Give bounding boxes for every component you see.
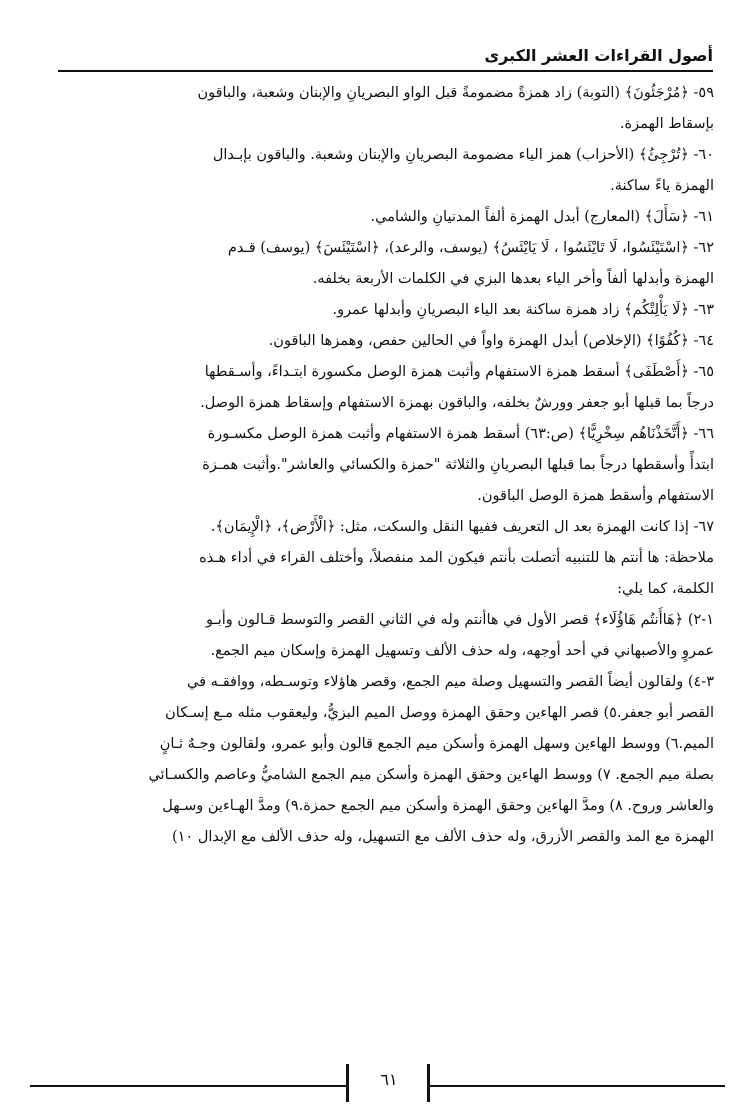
text-line: عمروٍ والأصبهاني في أحد أوجهه، وله حذف الألف وتسهيل الهمزة وإسكان ميم الجمع. [210, 643, 714, 659]
page-footer [0, 1062, 755, 1112]
footer-rule-left [30, 1085, 346, 1087]
text-line: القصر أبو جعفر.٥) قصر الهاءين وحقق الهمزة ووصل الميم البزيُّ، وليعقوب مثله مـع إسـكان [165, 705, 714, 721]
text-line: الهمزة ياءً ساكنة. [610, 178, 714, 194]
text-line: ٥٩- ﴿مُرْجَئُونَ﴾ (التوبة) زاد همزةً مضمومةً قبل الواو البصريانِ والإبنان وشعبة، والباقون [197, 85, 714, 101]
footer-rule-right [430, 1085, 725, 1087]
text-line: ابتدأً وأسقطها درجاً بما قبلها البصريانِ والثلاثة "حمزة والكسائي والعاشر".وأثبت همـزة [202, 457, 714, 473]
text-line: بصلة ميم الجمع. ٧) ووسط الهاءين وحقق الهمزة وأسكن ميم الجمع الشاميُّ وعاصم والكسـائي [148, 767, 714, 783]
text-line: ٦١- ﴿سَأَلَ﴾ (المعارج) أبدل الهمزة ألفاً المدنيانِ والشامي. [370, 209, 714, 225]
text-line: الاستفهام وأسقط همزة الوصل الباقون. [477, 488, 714, 504]
text-line: والعاشر وروح. ٨) ومدَّ الهاءين وحقق الهمزة وأسكن ميم الجمع حمزة.٩) ومدَّ الهـاءين وسـهل [162, 798, 714, 814]
text-line: ١-٢) ﴿هَاأَنتُم هَاؤُلَاء﴾ قصر الأول في هاأنتم وله في الثاني القصر والتوسط قـالون وأبـو [205, 612, 714, 628]
footer-bar-left [346, 1064, 349, 1102]
text-line: ٦٤- ﴿كُفُوًا﴾ (الإخلاص) أبدل الهمزة واواً في الحالين حفص، وهمزها الباقون. [268, 333, 714, 349]
text-line: ٦٣- ﴿لَا يَأْلِتْكُم﴾ زاد همزة ساكنة بعد الياء البصريانِ وأبدلها عمرو. [332, 302, 714, 318]
text-line: الهمزة وأبدلها ألفاً وأخر الياء بعدها البزي في الكلمات الأربعة بخلفه. [312, 271, 714, 287]
page-number: ٦١ [380, 1070, 398, 1089]
text-line: ٦٠- ﴿تُرْجِئُ﴾ (الأحزاب) همز الياء مضمومة البصريانِ والإبنان وشعبة. والباقون بإبـدال [212, 147, 714, 163]
text-line: ٦٦- ﴿أَتَّخَذْنَاهُم سِخْرِيًّا﴾ (ص:٦٣) أسقط همزة الاستفهام وأثبت همزة الوصل مكسـورة [207, 426, 714, 442]
text-line: الهمزة مع المد والقصر الأزرق، وله حذف الألف مع التسهيل، وله حذف الألف مع الإبدال ١٠) [171, 829, 714, 845]
text-line: بإسقاط الهمزة. [619, 116, 714, 132]
text-line: ملاحظة: ها أنتم ها للتنبيه أتصلت بأنتم فيكون المد منفصلاً، وأختلف القراء في أداء هـذه [199, 550, 714, 566]
page-header [58, 40, 713, 72]
book-title: أصول القراءات العشر الكبرى [484, 46, 713, 65]
page-body [74, 78, 714, 853]
text-line: الميم.٦) ووسط الهاءين وسهل الهمزة وأسكن ميم الجمع قالون وأبو عمرو، ولقالون وجـهٌ ثـانٍ [159, 736, 714, 752]
text-line: ٦٧- إذا كانت الهمزة بعد ال التعريف ففيها النقل والسكت، مثل: ﴿الْأَرْض﴾، ﴿الْإِيمَان﴾. [210, 519, 714, 535]
text-line: ٣-٤) ولقالون أيضاً القصر والتسهيل وصلة ميم الجمع، وقصر هاؤلاء وتوسـطه، ووافقـه في [187, 674, 714, 690]
text-line: ٦٢- ﴿اسْتَيْئَسُوا، لَا تَايْئَسُوا ، لَا يَايْئَسُ﴾ (يوسف، والرعد)، ﴿اسْتَيْئَسَ﴾ (يوسف) قـدم [227, 240, 714, 256]
text-line: ٦٥- ﴿أَصْطَفَى﴾ أسقط همزة الاستفهام وأثبت همزة الوصل مكسورة ابتـداءً، وأسـقطها [204, 364, 714, 380]
text-line: الكلمة، كما يلي: [617, 581, 714, 597]
text-line: درجاً بما قبلها أبو جعفر وورشٌ بخلفه، والباقون بهمزة الاستفهام وإسقاط همزة الوصل. [200, 395, 714, 411]
footer-bar-right [427, 1064, 430, 1102]
